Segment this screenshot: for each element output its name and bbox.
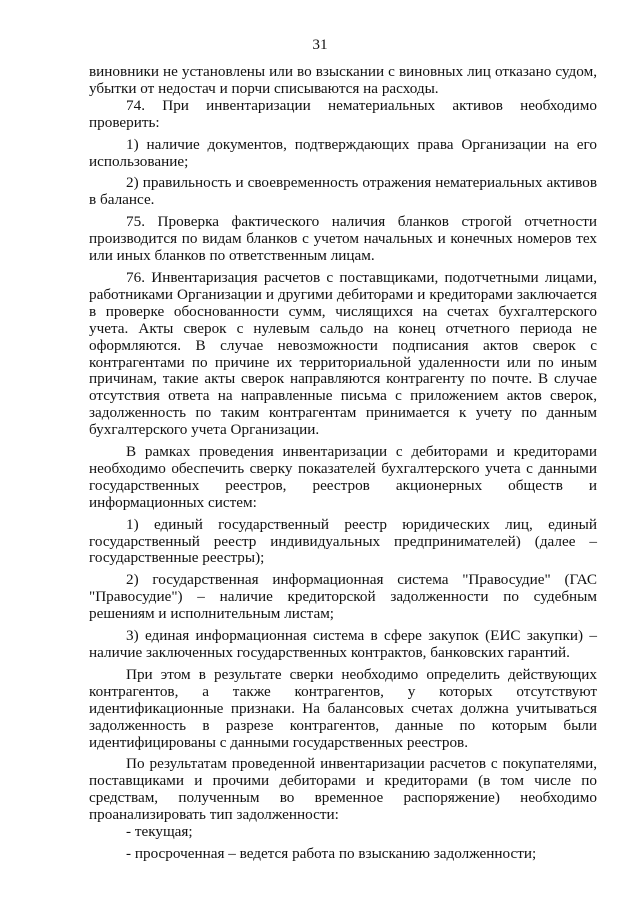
paragraph: По результатам проведенной инвентаризации расчетов с покупателями, поставщиками и прочими дебиторами и кредиторами (в том числе по средствам, полученным во временное распоряжение) необходимо проанализировать тип задолженности: [89,755,597,824]
document-body [89,64,597,863]
paragraph: 76. Инвентаризация расчетов с поставщиками, подотчетными лицами, работниками Организации и другими дебиторами и кредиторами заключается в проверке обоснованности сумм, числящихся на счетах бухгалтерского учета. Акты сверок с нулевым сальдо на конец отчетного периода не оформляются. В случае невозможности подписания актов сверок с контрагентами по причине их территориальной удаленности или по иным причинам, такие акты сверок направляются контрагенту по почте. В случае отсутствия ответа на направленные письма с приложением актов сверок, задолженность по таким контрагентам принимается к учету по данным бухгалтерского учета Организации. [89,268,597,439]
paragraph: При этом в результате сверки необходимо определить действующих контрагентов, а также контрагентов, у которых отсутствуют идентификационные признаки. На балансовых счетах должна учитываться задолженность в разрезе контрагентов, данные по которым были идентифицированы с данными государственных реестров. [89,665,597,751]
list-item: 1) единый государственный реестр юридических лиц, единый государственный реестр индивидуальных предпринимателей) (далее – государственные реестры); [89,515,597,567]
paragraph: виновники не установлены или во взыскании с виновных лиц отказано судом, убытки от недостач и порчи списываются на расходы. [89,63,597,97]
paragraph: В рамках проведения инвентаризации с дебиторами и кредиторами необходимо обеспечить сверку показателей бухгалтерского учета с данными государственных реестров, реестров акционерных обществ и информационных систем: [89,443,597,511]
page-number: 31 [312,36,328,53]
list-item: 2) правильность и своевременность отражения нематериальных активов в балансе. [89,174,597,209]
list-item: - просроченная – ведется работа по взысканию задолженности; [126,844,537,862]
paragraph: 75. Проверка фактического наличия бланков строгой отчетности производится по видам бланков с учетом начальных и конечных номеров тех или иных бланков по ответственным лицам. [89,213,597,265]
paragraph: 74. При инвентаризации нематериальных активов необходимо проверить: [89,96,597,131]
list-item: - текущая; [126,823,193,841]
list-item: 3) единая информационная система в сфере закупок (ЕИС закупки) – наличие заключенных государственных контрактов, банковских гарантий. [89,627,597,661]
list-item: 1) наличие документов, подтверждающих права Организации на его использование; [89,135,597,170]
list-item: 2) государственная информационная система "Правосудие" (ГАС "Правосудие") – наличие кредиторской задолженности по судебным решениям и исполнительным листам; [89,571,597,623]
